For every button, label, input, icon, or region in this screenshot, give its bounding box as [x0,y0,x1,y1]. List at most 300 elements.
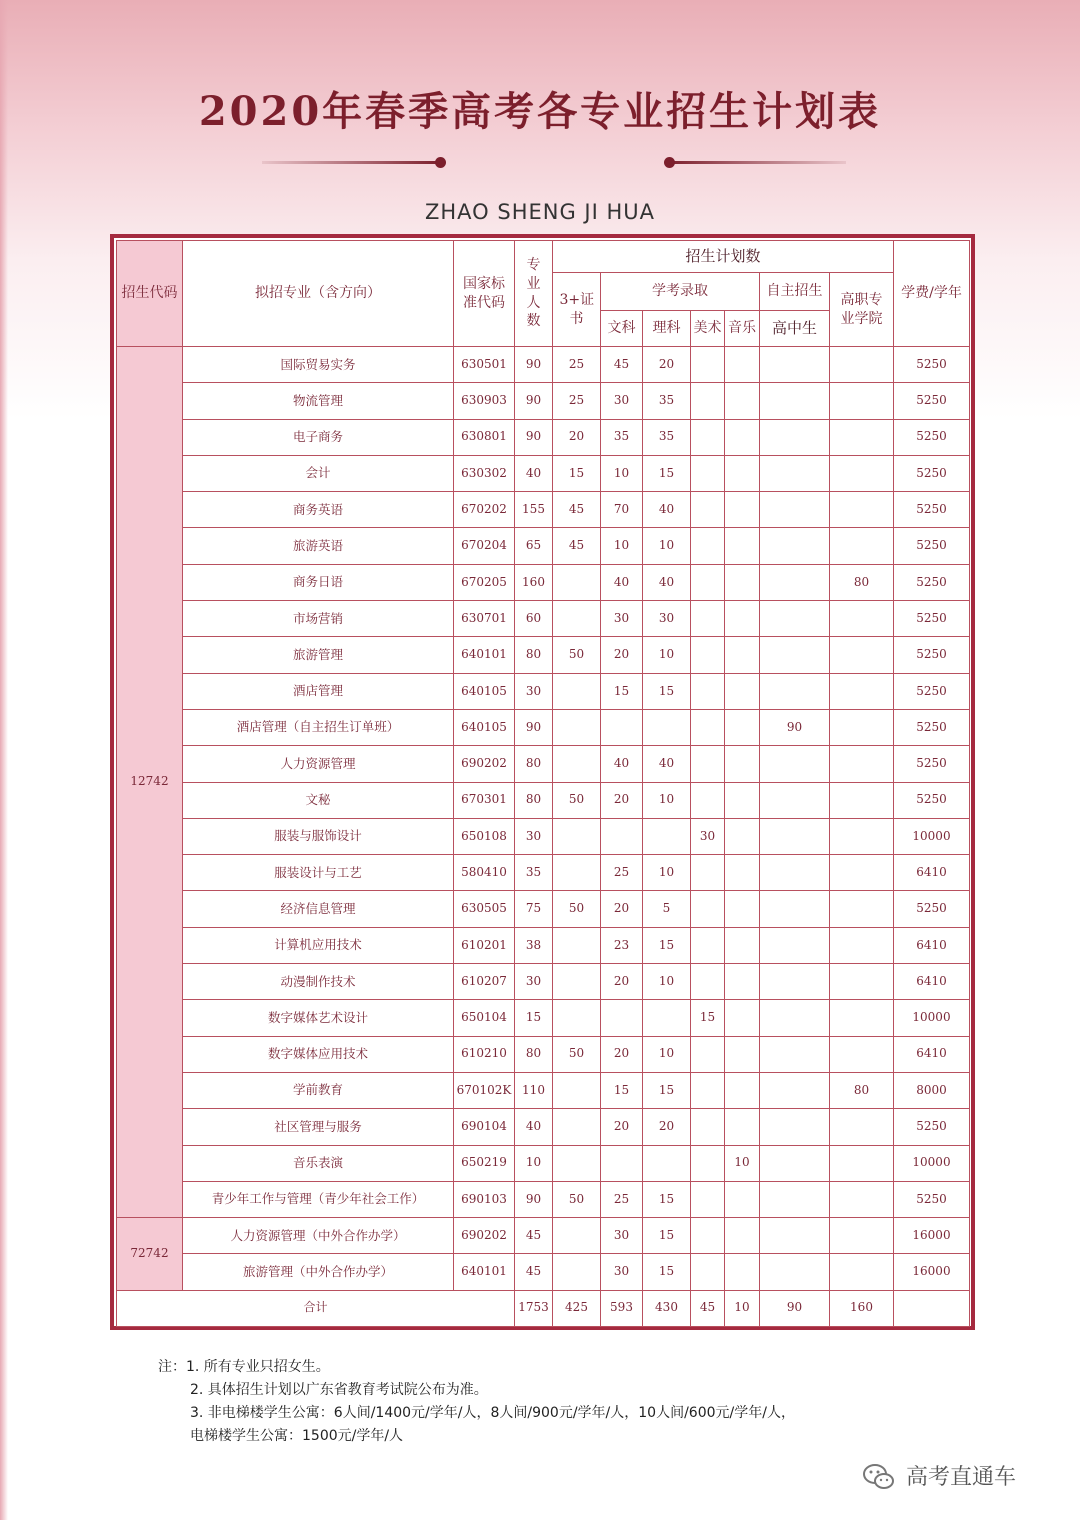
value-cell [760,1145,830,1181]
value-cell: 630801 [454,419,515,455]
value-cell: 5250 [894,1109,970,1145]
value-cell [691,455,725,491]
value-cell [830,637,894,673]
value-cell: 10000 [894,1000,970,1036]
value-cell [691,601,725,637]
major-cell: 市场营销 [183,601,454,637]
value-cell [830,964,894,1000]
value-cell [760,855,830,891]
value-cell [553,564,601,600]
value-cell [691,637,725,673]
value-cell [553,1109,601,1145]
value-cell: 640101 [454,637,515,673]
value-cell: 580410 [454,855,515,891]
value-cell [830,601,894,637]
header-major: 拟招专业（含方向） [183,241,454,347]
value-cell [725,1218,760,1254]
value-cell [553,927,601,963]
table-row [117,564,970,600]
value-cell [760,818,830,854]
value-cell: 20 [643,1109,691,1145]
group-code-cell: 12742 [117,347,183,1218]
value-cell: 5250 [894,601,970,637]
value-cell: 20 [643,347,691,383]
value-cell [725,782,760,818]
value-cell [691,419,725,455]
value-cell [830,492,894,528]
table-body [117,347,970,1327]
header-cert-text: 3+证书 [559,292,595,327]
total-label: 合计 [117,1290,515,1326]
value-cell: 670202 [454,492,515,528]
value-cell: 30 [601,601,643,637]
value-cell: 15 [553,455,601,491]
value-cell [760,528,830,564]
value-cell [725,492,760,528]
value-cell: 30 [515,673,553,709]
value-cell: 90 [515,419,553,455]
value-cell: 80 [830,1072,894,1108]
value-cell [691,347,725,383]
value-cell: 90 [515,709,553,745]
value-cell: 20 [601,1109,643,1145]
total-value: 430 [643,1290,691,1326]
header-exam: 学考录取 [601,273,760,311]
value-cell [830,818,894,854]
value-cell: 50 [553,782,601,818]
value-cell [760,964,830,1000]
table-row [117,601,970,637]
value-cell: 6410 [894,1036,970,1072]
value-cell [691,927,725,963]
value-cell: 610210 [454,1036,515,1072]
value-cell [760,927,830,963]
value-cell [830,1218,894,1254]
value-cell: 5250 [894,347,970,383]
table-row [117,637,970,673]
major-cell: 数字媒体应用技术 [183,1036,454,1072]
value-cell: 16000 [894,1218,970,1254]
value-cell [691,855,725,891]
value-cell: 90 [760,709,830,745]
total-value: 160 [830,1290,894,1326]
table-row [117,1109,970,1145]
value-cell: 5 [643,891,691,927]
value-cell: 15 [515,1000,553,1036]
value-cell [760,383,830,419]
note-line: 3. 非电梯楼学生公寓：6人间/1400元/学年/人，8人间/900元/学年/人，10人间/600元/学年/人， [190,1405,795,1421]
value-cell [725,855,760,891]
major-cell: 旅游管理（中外合作办学） [183,1254,454,1290]
watermark-text: 高考直通车 [906,1465,1017,1490]
value-cell: 10000 [894,818,970,854]
enrollment-table-frame [110,234,975,1330]
total-value: 425 [553,1290,601,1326]
value-cell: 30 [691,818,725,854]
value-cell [725,637,760,673]
value-cell: 640105 [454,673,515,709]
value-cell [691,964,725,1000]
value-cell [760,782,830,818]
group-code-cell: 72742 [117,1218,183,1291]
header-plan: 招生计划数 [553,241,894,273]
value-cell: 5250 [894,1181,970,1217]
value-cell: 5250 [894,455,970,491]
table-row [117,1181,970,1217]
value-cell: 5250 [894,709,970,745]
value-cell: 50 [553,891,601,927]
value-cell [760,637,830,673]
value-cell: 10 [643,964,691,1000]
value-cell: 5250 [894,564,970,600]
table-row [117,1254,970,1290]
page-subtitle: ZHAO SHENG JI HUA [424,200,655,224]
value-cell [760,347,830,383]
major-cell: 旅游管理 [183,637,454,673]
table-row [117,782,970,818]
value-cell [830,927,894,963]
major-cell: 人力资源管理 [183,746,454,782]
watermark [862,1458,1072,1498]
major-cell: 服装与服饰设计 [183,818,454,854]
header-like: 理科 [643,311,691,347]
value-cell [760,601,830,637]
major-cell: 人力资源管理（中外合作办学） [183,1218,454,1254]
value-cell [725,1072,760,1108]
value-cell [830,1145,894,1181]
page-title: 2020年春季高考各专业招生计划表 [198,88,882,135]
value-cell: 45 [515,1254,553,1290]
major-cell: 物流管理 [183,383,454,419]
value-cell: 110 [515,1072,553,1108]
title-divider-dot-right [664,157,675,168]
note-line: 2. 具体招生计划以广东省教育考试院公布为准。 [190,1382,488,1398]
value-cell [643,709,691,745]
table-row [117,818,970,854]
wechat-icon [862,1462,896,1492]
value-cell [830,746,894,782]
value-cell: 65 [515,528,553,564]
value-cell [553,746,601,782]
value-cell: 25 [553,347,601,383]
value-cell: 40 [643,746,691,782]
major-cell: 旅游英语 [183,528,454,564]
value-cell [725,1181,760,1217]
value-cell: 20 [601,891,643,927]
value-cell: 80 [515,637,553,673]
value-cell [725,419,760,455]
value-cell: 5250 [894,528,970,564]
value-cell: 5250 [894,637,970,673]
value-cell: 90 [515,1181,553,1217]
value-cell: 10 [643,782,691,818]
value-cell: 10 [643,1036,691,1072]
value-cell: 6410 [894,927,970,963]
value-cell: 5250 [894,383,970,419]
major-cell: 商务英语 [183,492,454,528]
table-row [117,709,970,745]
value-cell: 50 [553,1181,601,1217]
value-cell: 630903 [454,383,515,419]
value-cell [725,891,760,927]
value-cell: 15 [601,673,643,709]
value-cell [830,1036,894,1072]
total-value: 45 [691,1290,725,1326]
value-cell: 50 [553,637,601,673]
value-cell: 630501 [454,347,515,383]
value-cell [553,1000,601,1036]
value-cell: 30 [601,1218,643,1254]
value-cell: 630701 [454,601,515,637]
value-cell: 15 [601,1072,643,1108]
value-cell: 690202 [454,746,515,782]
major-cell: 动漫制作技术 [183,964,454,1000]
value-cell [830,1000,894,1036]
value-cell: 10 [643,637,691,673]
table-row [117,855,970,891]
value-cell [601,1000,643,1036]
total-value [894,1290,970,1326]
value-cell [691,1254,725,1290]
value-cell: 38 [515,927,553,963]
value-cell: 670301 [454,782,515,818]
value-cell [691,528,725,564]
value-cell: 40 [601,564,643,600]
value-cell: 30 [643,601,691,637]
value-cell: 90 [515,383,553,419]
value-cell: 10 [643,855,691,891]
value-cell [725,347,760,383]
value-cell: 10 [515,1145,553,1181]
total-value: 90 [760,1290,830,1326]
value-cell: 50 [553,1036,601,1072]
value-cell [691,746,725,782]
value-cell [643,818,691,854]
value-cell: 10 [601,455,643,491]
value-cell [725,818,760,854]
value-cell: 5250 [894,673,970,709]
value-cell [760,1000,830,1036]
value-cell: 45 [515,1218,553,1254]
major-cell: 酒店管理 [183,673,454,709]
value-cell [725,601,760,637]
major-cell: 学前教育 [183,1072,454,1108]
value-cell [643,1000,691,1036]
page-edge [0,0,8,1520]
value-cell: 20 [601,964,643,1000]
value-cell: 5250 [894,891,970,927]
header-national-code-text: 国家标准代码 [463,276,505,311]
major-cell: 社区管理与服务 [183,1109,454,1145]
value-cell: 40 [515,1109,553,1145]
value-cell: 80 [515,782,553,818]
value-cell [553,709,601,745]
value-cell: 6410 [894,855,970,891]
header-fee: 学费/学年 [894,241,970,347]
value-cell [760,1181,830,1217]
value-cell: 630505 [454,891,515,927]
value-cell [830,673,894,709]
value-cell: 10 [643,528,691,564]
value-cell [830,855,894,891]
value-cell [760,455,830,491]
value-cell: 80 [515,1036,553,1072]
table-row [117,964,970,1000]
value-cell [760,1254,830,1290]
major-cell: 会计 [183,455,454,491]
value-cell [553,601,601,637]
value-cell: 80 [515,746,553,782]
value-cell [830,709,894,745]
note-line: 注：1. 所有专业只招女生。 [158,1359,330,1375]
value-cell: 40 [515,455,553,491]
value-cell: 40 [643,492,691,528]
value-cell [691,564,725,600]
total-value: 1753 [515,1290,553,1326]
value-cell [691,1145,725,1181]
value-cell [691,1181,725,1217]
value-cell [725,1254,760,1290]
value-cell: 160 [515,564,553,600]
value-cell [760,1218,830,1254]
value-cell: 35 [601,419,643,455]
value-cell: 650219 [454,1145,515,1181]
notes [158,1356,958,1448]
table-row [117,673,970,709]
total-value: 593 [601,1290,643,1326]
major-cell: 经济信息管理 [183,891,454,927]
table-row [117,891,970,927]
value-cell [830,419,894,455]
value-cell: 90 [515,347,553,383]
value-cell [691,492,725,528]
value-cell [691,891,725,927]
value-cell: 75 [515,891,553,927]
value-cell [725,746,760,782]
value-cell [553,1145,601,1181]
table-row [117,1036,970,1072]
table-row [117,1218,970,1254]
value-cell [691,383,725,419]
value-cell: 610201 [454,927,515,963]
enrollment-plan-table [116,240,970,1327]
value-cell: 45 [553,492,601,528]
value-cell: 15 [643,673,691,709]
value-cell [760,891,830,927]
value-cell: 8000 [894,1072,970,1108]
value-cell: 16000 [894,1254,970,1290]
value-cell: 15 [643,1254,691,1290]
value-cell [691,1109,725,1145]
value-cell [725,1109,760,1145]
value-cell: 35 [643,383,691,419]
value-cell: 640101 [454,1254,515,1290]
value-cell [725,528,760,564]
title-divider-dot-left [435,157,446,168]
value-cell [830,1254,894,1290]
table-row [117,927,970,963]
header-meishu: 美术 [691,311,725,347]
value-cell: 70 [601,492,643,528]
value-cell: 15 [643,1181,691,1217]
value-cell [601,709,643,745]
value-cell: 15 [643,927,691,963]
value-cell [760,746,830,782]
table-row [117,383,970,419]
table-row [117,1145,970,1181]
value-cell: 30 [601,1254,643,1290]
value-cell: 20 [601,1036,643,1072]
table-row [117,1000,970,1036]
table-row [117,746,970,782]
major-cell: 文秘 [183,782,454,818]
value-cell [553,855,601,891]
value-cell [553,1072,601,1108]
value-cell: 650104 [454,1000,515,1036]
value-cell: 40 [601,746,643,782]
value-cell: 30 [601,383,643,419]
value-cell: 155 [515,492,553,528]
value-cell [553,673,601,709]
table-row [117,347,970,383]
value-cell: 45 [553,528,601,564]
value-cell: 60 [515,601,553,637]
header-self: 自主招生 [760,273,830,311]
major-cell: 音乐表演 [183,1145,454,1181]
value-cell [725,455,760,491]
value-cell: 5250 [894,782,970,818]
value-cell [830,1109,894,1145]
value-cell: 15 [691,1000,725,1036]
value-cell [725,927,760,963]
value-cell [830,1181,894,1217]
value-cell [553,818,601,854]
value-cell: 5250 [894,492,970,528]
value-cell: 670102K [454,1072,515,1108]
value-cell [760,492,830,528]
major-cell: 商务日语 [183,564,454,600]
value-cell: 45 [601,347,643,383]
value-cell [760,564,830,600]
value-cell [830,782,894,818]
value-cell: 690103 [454,1181,515,1217]
value-cell [725,1000,760,1036]
value-cell: 15 [643,1218,691,1254]
value-cell: 35 [643,419,691,455]
header-wenke: 文科 [601,311,643,347]
value-cell [553,964,601,1000]
value-cell: 10000 [894,1145,970,1181]
major-cell: 计算机应用技术 [183,927,454,963]
value-cell [691,673,725,709]
value-cell: 5250 [894,746,970,782]
major-cell: 青少年工作与管理（青少年社会工作） [183,1181,454,1217]
value-cell [830,383,894,419]
value-cell: 30 [515,818,553,854]
header-higher-text: 高职专业学院 [840,292,883,327]
table-row [117,455,970,491]
value-cell: 690202 [454,1218,515,1254]
major-cell: 服装设计与工艺 [183,855,454,891]
value-cell [553,1218,601,1254]
value-cell: 670204 [454,528,515,564]
value-cell: 15 [643,1072,691,1108]
header-cert [553,273,601,347]
header-code: 招生代码 [117,241,183,347]
major-cell: 国际贸易实务 [183,347,454,383]
total-value: 10 [725,1290,760,1326]
header-yinyue: 音乐 [725,311,760,347]
